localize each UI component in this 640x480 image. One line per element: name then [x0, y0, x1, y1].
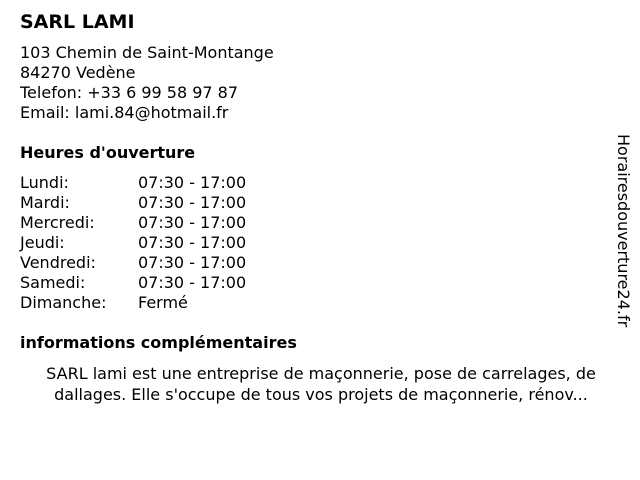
hours-row-mardi [20, 193, 620, 213]
brand-watermark: Horairesdouverture24.fr [614, 134, 633, 328]
address-street: 103 Chemin de Saint-Montange [20, 43, 274, 62]
email-line: Email: lami.84@hotmail.fr [20, 103, 229, 122]
hours-day: Lundi: [20, 173, 69, 192]
hours-heading: Heures d'ouverture [20, 143, 196, 162]
hours-list [20, 173, 620, 313]
hours-row-jeudi [20, 233, 620, 253]
business-card [20, 10, 620, 405]
hours-row-dimanche [20, 293, 620, 313]
business-name: SARL LAMI [20, 11, 135, 33]
hours-day: Dimanche: [20, 293, 107, 312]
hours-row-vendredi [20, 253, 620, 273]
info-text: SARL lami est une entreprise de maçonnerie, pose de carrelages, de dallages. Elle s'occupe de tous vos projets de maçonnerie, rénov... [46, 364, 596, 404]
hours-day: Jeudi: [20, 233, 65, 252]
hours-day: Vendredi: [20, 253, 96, 272]
hours-row-mercredi [20, 213, 620, 233]
hours-time: Fermé [138, 293, 188, 312]
hours-row-samedi [20, 273, 620, 293]
hours-time: 07:30 - 17:00 [138, 253, 247, 272]
hours-time: 07:30 - 17:00 [138, 213, 247, 232]
hours-time: 07:30 - 17:00 [138, 273, 247, 292]
hours-row-lundi [20, 173, 620, 193]
hours-time: 07:30 - 17:00 [138, 193, 247, 212]
hours-day: Mardi: [20, 193, 70, 212]
info-heading: informations complémentaires [20, 333, 297, 352]
hours-time: 07:30 - 17:00 [138, 173, 247, 192]
hours-time: 07:30 - 17:00 [138, 233, 247, 252]
address-city: 84270 Vedène [20, 63, 136, 82]
hours-day: Mercredi: [20, 213, 95, 232]
hours-day: Samedi: [20, 273, 86, 292]
phone-line: Telefon: +33 6 99 58 97 87 [20, 83, 239, 102]
